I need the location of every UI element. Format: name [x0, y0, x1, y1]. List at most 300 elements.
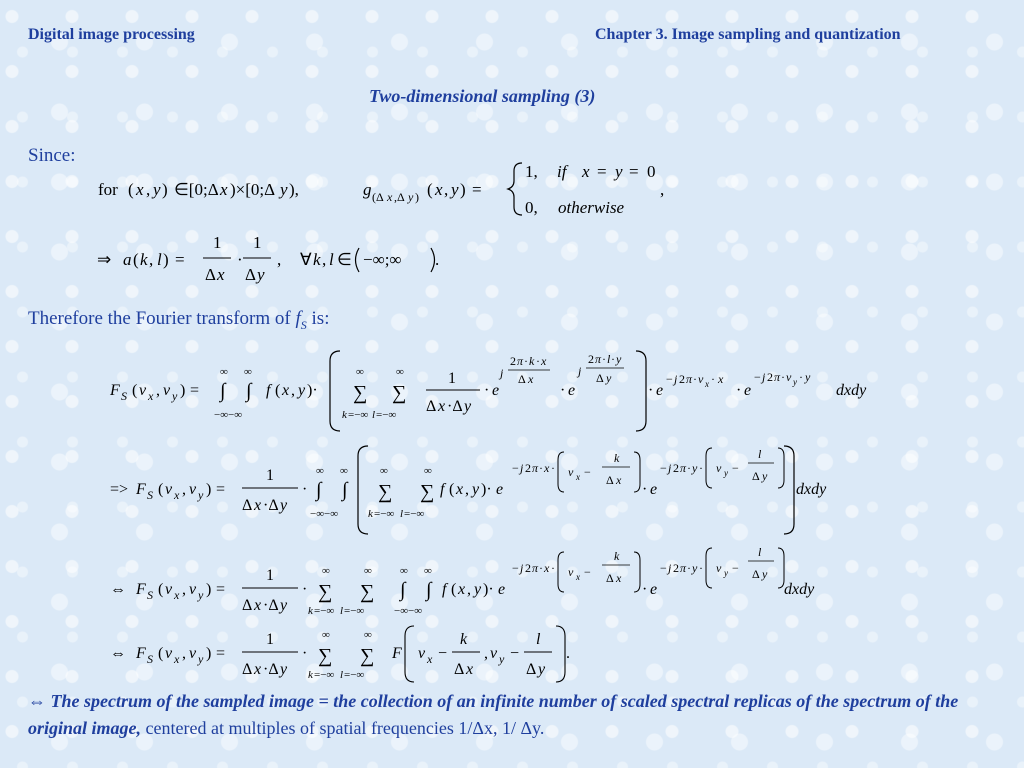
svg-text:)·: )·: [481, 481, 492, 498]
svg-text:): ): [206, 481, 212, 498]
svg-text:·: ·: [711, 372, 715, 386]
svg-text:·Δ: ·Δ: [263, 597, 279, 614]
svg-text:y: y: [451, 180, 459, 199]
svg-text:(: (: [158, 645, 164, 662]
svg-text:k: k: [614, 451, 620, 465]
svg-text:): ): [460, 180, 466, 199]
equation-sampling-function: [90, 155, 690, 225]
svg-text:)·: )·: [307, 382, 318, 399]
svg-text:x: x: [387, 190, 393, 204]
svg-text:Δ: Δ: [454, 661, 465, 678]
svg-text:∑: ∑: [392, 382, 407, 404]
svg-text:y: y: [616, 352, 622, 366]
svg-text:S: S: [147, 488, 153, 502]
svg-text:g: g: [363, 180, 372, 199]
svg-text:ν: ν: [490, 645, 498, 662]
svg-text:=: =: [216, 645, 226, 662]
svg-text:Δ: Δ: [242, 661, 253, 678]
svg-text:if: if: [557, 162, 567, 181]
svg-text:): ): [206, 645, 212, 662]
svg-text:,: ,: [444, 180, 449, 199]
svg-text:·: ·: [699, 561, 703, 575]
svg-text:x: x: [541, 354, 547, 368]
svg-text:∞: ∞: [322, 565, 330, 577]
therefore-tail: is:: [311, 308, 330, 329]
svg-text:1,: 1,: [525, 162, 538, 181]
svg-text:x: x: [456, 481, 464, 498]
svg-text:y: y: [153, 180, 161, 199]
svg-text:dxdy: dxdy: [836, 382, 867, 399]
svg-text:=: =: [216, 581, 226, 598]
svg-text:ν: ν: [189, 481, 197, 498]
svg-text:0: 0: [647, 162, 656, 181]
svg-text:−: −: [666, 372, 673, 386]
svg-text:π: π: [774, 370, 781, 384]
svg-text:f: f: [266, 382, 271, 399]
svg-text:x: x: [705, 379, 709, 389]
svg-text:x: x: [616, 473, 622, 487]
svg-text:Δ: Δ: [242, 497, 253, 514]
svg-text:y: y: [198, 652, 204, 666]
svg-text:,: ,: [146, 180, 151, 199]
svg-text:−∞−∞: −∞−∞: [310, 508, 339, 520]
svg-text:Δ: Δ: [426, 398, 437, 415]
svg-text:·: ·: [687, 561, 691, 575]
svg-text:·: ·: [302, 645, 308, 662]
conclusion-plain-text: centered at multiples of spatial frequencies 1/Δx, 1/ Δy.: [145, 718, 545, 738]
svg-text:·: ·: [551, 561, 555, 575]
svg-text:l: l: [372, 409, 376, 421]
svg-text:π: π: [532, 461, 539, 475]
svg-text:1: 1: [266, 631, 274, 648]
svg-text:,Δ: ,Δ: [394, 190, 405, 204]
svg-text:,: ,: [660, 180, 665, 199]
svg-text:y: y: [280, 597, 288, 614]
svg-text:,: ,: [149, 250, 154, 269]
svg-text:(: (: [133, 250, 139, 269]
svg-text:x: x: [282, 382, 290, 399]
therefore-s: S: [300, 317, 307, 332]
svg-text:Δ: Δ: [245, 265, 256, 284]
svg-text:dxdy: dxdy: [796, 481, 827, 498]
svg-text:): ): [180, 382, 186, 399]
svg-text:l: l: [758, 447, 762, 461]
svg-text:x: x: [528, 372, 534, 386]
equation-fs-1: [108, 345, 908, 437]
svg-text:F: F: [136, 481, 146, 498]
svg-text:·: ·: [484, 382, 490, 399]
svg-text:∈: ∈: [337, 250, 352, 269]
svg-text:π: π: [517, 354, 524, 368]
svg-text:,: ,: [467, 581, 471, 598]
svg-text:x: x: [616, 571, 622, 585]
header-right: Chapter 3. Image sampling and quantization: [595, 26, 901, 43]
svg-text:k: k: [308, 605, 313, 617]
svg-text:a: a: [123, 250, 132, 269]
svg-text:x: x: [174, 488, 180, 502]
svg-text:y: y: [280, 180, 288, 199]
svg-text:,: ,: [465, 481, 469, 498]
svg-text:∑: ∑: [360, 581, 375, 603]
svg-text:y: y: [474, 581, 482, 598]
svg-text:2: 2: [588, 352, 594, 366]
svg-text:∞: ∞: [380, 465, 388, 477]
svg-text:e: e: [656, 382, 664, 399]
svg-text:j: j: [762, 370, 766, 384]
svg-text:x: x: [435, 180, 443, 199]
svg-text:j: j: [520, 561, 524, 575]
svg-text:∞: ∞: [424, 565, 432, 577]
svg-text:),: ),: [289, 180, 299, 199]
svg-text:Δ: Δ: [596, 371, 604, 385]
svg-text:2: 2: [767, 370, 773, 384]
svg-text:π: π: [532, 561, 539, 575]
svg-text:e: e: [650, 581, 658, 598]
svg-text:−∞−∞: −∞−∞: [214, 409, 243, 421]
svg-text:·: ·: [524, 354, 528, 368]
svg-text:·Δ: ·Δ: [447, 398, 463, 415]
svg-text:y: y: [724, 568, 728, 578]
svg-text:Δ: Δ: [752, 469, 760, 483]
svg-text:e: e: [650, 481, 658, 498]
svg-text:=−∞: =−∞: [314, 669, 335, 681]
svg-text:x: x: [174, 652, 180, 666]
svg-text:l: l: [340, 669, 344, 681]
svg-text:·: ·: [539, 461, 543, 475]
svg-text:,: ,: [277, 250, 282, 269]
svg-text:∑: ∑: [353, 382, 368, 404]
svg-text:y: y: [198, 488, 204, 502]
svg-text:x: x: [582, 162, 590, 181]
header-left: Digital image processing: [28, 26, 195, 43]
svg-text:⇔: ⇔: [110, 645, 126, 662]
svg-text:j: j: [674, 372, 678, 386]
svg-text:y: y: [538, 661, 546, 678]
svg-text:=: =: [175, 250, 185, 269]
svg-text:−: −: [512, 561, 519, 575]
svg-text:=−∞: =−∞: [314, 605, 335, 617]
svg-text:(: (: [158, 581, 164, 598]
svg-text:l: l: [157, 250, 162, 269]
svg-text:,: ,: [182, 481, 186, 498]
svg-text:π: π: [680, 461, 687, 475]
svg-text:∞: ∞: [356, 366, 364, 378]
svg-text:2: 2: [673, 461, 679, 475]
svg-text:F: F: [136, 645, 146, 662]
svg-text:=: =: [597, 162, 607, 181]
svg-text:y: y: [615, 162, 623, 181]
svg-text:x: x: [718, 372, 724, 386]
svg-text:⇒: ⇒: [97, 250, 112, 269]
svg-text:,: ,: [156, 382, 160, 399]
svg-text:−: −: [660, 461, 667, 475]
svg-text:·: ·: [799, 370, 803, 384]
svg-text:1: 1: [266, 567, 274, 584]
svg-text:j: j: [500, 366, 504, 380]
since-label: Since:: [28, 145, 76, 166]
svg-text:·: ·: [536, 354, 540, 368]
svg-text:): ): [163, 250, 169, 269]
svg-text:∞: ∞: [424, 465, 432, 477]
svg-text:∞: ∞: [364, 565, 372, 577]
svg-text:π: π: [680, 561, 687, 575]
svg-text:S: S: [121, 389, 127, 403]
svg-text:−: −: [754, 370, 761, 384]
svg-text:otherwise: otherwise: [558, 198, 625, 217]
svg-text:(Δ: (Δ: [372, 190, 384, 204]
svg-text:Δ: Δ: [526, 661, 537, 678]
svg-text:=−∞: =−∞: [374, 508, 395, 520]
svg-text:S: S: [147, 652, 153, 666]
conclusion-bold-text: The spectrum of the sampled image = the collection of an infinite number of scaled spectral replicas of the spectrum of the original image,: [28, 691, 959, 738]
svg-text:l: l: [536, 631, 541, 648]
svg-text:·: ·: [781, 370, 785, 384]
svg-text:ν: ν: [163, 382, 171, 399]
svg-text:=−∞: =−∞: [344, 605, 365, 617]
svg-text:·Δ: ·Δ: [263, 497, 279, 514]
svg-text:∑: ∑: [318, 581, 333, 603]
svg-text:−: −: [732, 561, 739, 575]
svg-text:S: S: [147, 588, 153, 602]
svg-text:x: x: [217, 265, 225, 284]
svg-text:∑: ∑: [318, 645, 333, 667]
svg-text:Δ: Δ: [205, 265, 216, 284]
svg-text:x: x: [174, 588, 180, 602]
svg-text:ν: ν: [786, 370, 792, 384]
svg-text:l: l: [400, 508, 404, 520]
svg-text:y: y: [257, 265, 265, 284]
svg-text:−: −: [660, 561, 667, 575]
svg-text:1: 1: [266, 467, 274, 484]
svg-text:y: y: [793, 377, 797, 387]
svg-text:=−∞: =−∞: [344, 669, 365, 681]
svg-text:y: y: [762, 469, 768, 483]
svg-text:−: −: [510, 645, 520, 662]
svg-text:∫: ∫: [316, 479, 322, 501]
svg-text:∞: ∞: [364, 629, 372, 641]
svg-text:·: ·: [611, 352, 615, 366]
svg-text:−: −: [512, 461, 519, 475]
svg-text:y: y: [724, 468, 728, 478]
svg-text:j: j: [668, 561, 672, 575]
svg-text:ν: ν: [698, 372, 704, 386]
svg-text:·Δ: ·Δ: [263, 661, 279, 678]
svg-text:∞: ∞: [396, 366, 404, 378]
svg-text:ν: ν: [568, 465, 574, 479]
svg-text:y: y: [805, 370, 811, 384]
svg-text:−: −: [732, 461, 739, 475]
svg-text:y: y: [298, 382, 306, 399]
svg-text:x: x: [427, 652, 433, 666]
svg-text:(: (: [427, 180, 433, 199]
svg-text:y: y: [172, 389, 178, 403]
svg-text:·: ·: [687, 461, 691, 475]
svg-text:·: ·: [237, 250, 243, 269]
svg-text:j: j: [578, 364, 582, 378]
svg-text:y: y: [692, 461, 698, 475]
conclusion-note: [28, 688, 1018, 742]
svg-text:=−∞: =−∞: [348, 409, 369, 421]
svg-text:l: l: [758, 545, 762, 559]
svg-text:): ): [206, 581, 212, 598]
svg-text:2: 2: [510, 354, 516, 368]
svg-text:k: k: [342, 409, 347, 421]
svg-text:for: for: [98, 180, 118, 199]
svg-text:∞: ∞: [244, 366, 252, 378]
svg-text:,: ,: [291, 382, 295, 399]
svg-text:(: (: [275, 382, 281, 399]
svg-text:2: 2: [525, 561, 531, 575]
svg-text:): ): [162, 180, 168, 199]
svg-text:⇔: ⇔: [110, 581, 126, 598]
svg-text:(: (: [158, 481, 164, 498]
svg-text:ν: ν: [568, 565, 574, 579]
svg-text:ν: ν: [165, 581, 173, 598]
svg-text:e: e: [496, 481, 504, 498]
svg-text:x: x: [576, 472, 580, 482]
svg-text:·: ·: [560, 382, 566, 399]
svg-text:y: y: [408, 190, 414, 204]
svg-text:·: ·: [736, 382, 742, 399]
svg-text:l: l: [607, 352, 611, 366]
svg-text:l: l: [329, 250, 334, 269]
svg-text:x: x: [466, 661, 474, 678]
svg-text:2: 2: [673, 561, 679, 575]
svg-text:0,: 0,: [525, 198, 538, 217]
svg-text:·: ·: [642, 581, 648, 598]
svg-text:·: ·: [302, 481, 308, 498]
svg-text:∞: ∞: [340, 465, 348, 477]
svg-text:−: −: [584, 465, 591, 479]
svg-text:dxdy: dxdy: [784, 581, 815, 598]
equation-fs-2: [108, 440, 908, 535]
svg-text:·: ·: [693, 372, 697, 386]
svg-text:∫: ∫: [426, 579, 432, 601]
svg-text:∞: ∞: [322, 629, 330, 641]
svg-text:(: (: [449, 481, 455, 498]
svg-text:x: x: [254, 597, 262, 614]
svg-text:k: k: [614, 549, 620, 563]
svg-text:=: =: [472, 180, 482, 199]
svg-text:F: F: [136, 581, 146, 598]
svg-text:∫: ∫: [246, 380, 252, 402]
svg-text:k: k: [308, 669, 313, 681]
svg-text:.: .: [435, 250, 440, 269]
svg-text:y: y: [472, 481, 480, 498]
svg-text:x: x: [254, 661, 262, 678]
svg-text:·: ·: [551, 461, 555, 475]
svg-text:∫: ∫: [342, 479, 348, 501]
svg-text:x: x: [136, 180, 144, 199]
svg-text:ν: ν: [716, 461, 722, 475]
svg-text:k: k: [313, 250, 321, 269]
svg-text:e: e: [744, 382, 752, 399]
svg-text:=: =: [629, 162, 639, 181]
svg-text:,: ,: [322, 250, 327, 269]
conclusion-symbol: ⇔: [28, 691, 46, 711]
svg-text:y: y: [499, 652, 505, 666]
svg-text:x: x: [458, 581, 466, 598]
svg-text:ν: ν: [189, 645, 197, 662]
svg-text:·: ·: [539, 561, 543, 575]
svg-text:−∞;∞: −∞;∞: [363, 250, 402, 269]
svg-text:x: x: [576, 572, 580, 582]
svg-text:(: (: [128, 180, 134, 199]
svg-text:x: x: [254, 497, 262, 514]
svg-text:j: j: [668, 461, 672, 475]
svg-text:k: k: [529, 354, 535, 368]
svg-text:l: l: [340, 605, 344, 617]
svg-text:∞: ∞: [316, 465, 324, 477]
svg-text:=: =: [216, 481, 226, 498]
svg-text:,: ,: [182, 581, 186, 598]
svg-text:Δ: Δ: [752, 567, 760, 581]
svg-text:.: .: [566, 645, 570, 662]
svg-text:f: f: [442, 581, 447, 598]
svg-text:·: ·: [642, 481, 648, 498]
svg-text:y: y: [198, 588, 204, 602]
therefore-f: f: [295, 308, 301, 329]
svg-text:x: x: [544, 561, 550, 575]
svg-text:1: 1: [448, 370, 456, 387]
svg-text:∑: ∑: [420, 481, 435, 503]
svg-text:x: x: [544, 461, 550, 475]
svg-text:Δ: Δ: [242, 597, 253, 614]
svg-text:e: e: [568, 382, 576, 399]
svg-text:∑: ∑: [378, 481, 393, 503]
equation-fs-3: [108, 540, 908, 620]
svg-text:f: f: [440, 481, 445, 498]
svg-text:−∞−∞: −∞−∞: [394, 605, 423, 617]
svg-text:·: ·: [602, 352, 606, 366]
svg-text:∈[0;Δ: ∈[0;Δ: [174, 180, 219, 199]
svg-text:)·: )·: [483, 581, 494, 598]
svg-text:=: =: [190, 382, 200, 399]
svg-text:∞: ∞: [220, 366, 228, 378]
svg-text:F: F: [392, 645, 402, 662]
svg-text:j: j: [520, 461, 524, 475]
svg-text:−: −: [438, 645, 448, 662]
svg-text:Δ: Δ: [606, 571, 614, 585]
svg-text:x: x: [148, 389, 154, 403]
svg-text:x: x: [438, 398, 446, 415]
svg-text:ν: ν: [189, 581, 197, 598]
svg-text:∞: ∞: [400, 565, 408, 577]
svg-text:2: 2: [525, 461, 531, 475]
svg-text:ν: ν: [716, 561, 722, 575]
svg-text:∀: ∀: [300, 250, 312, 269]
svg-text:ν: ν: [418, 645, 426, 662]
svg-text:=−∞: =−∞: [376, 409, 397, 421]
svg-text:)×[0;Δ: )×[0;Δ: [230, 180, 276, 199]
slide-title: Two-dimensional sampling (3): [369, 86, 596, 106]
svg-text:y: y: [762, 567, 768, 581]
svg-text:2: 2: [679, 372, 685, 386]
svg-text:y: y: [280, 497, 288, 514]
equation-a-kl: [95, 228, 475, 292]
svg-text:ν: ν: [165, 645, 173, 662]
svg-text:Δ: Δ: [518, 372, 526, 386]
svg-text:π: π: [686, 372, 693, 386]
svg-text:(: (: [451, 581, 457, 598]
therefore-label: [28, 308, 329, 333]
svg-text:=−∞: =−∞: [404, 508, 425, 520]
svg-text:e: e: [498, 581, 506, 598]
svg-text:(: (: [132, 382, 138, 399]
svg-text:F: F: [110, 382, 120, 399]
svg-text:π: π: [595, 352, 602, 366]
svg-text:y: y: [280, 661, 288, 678]
